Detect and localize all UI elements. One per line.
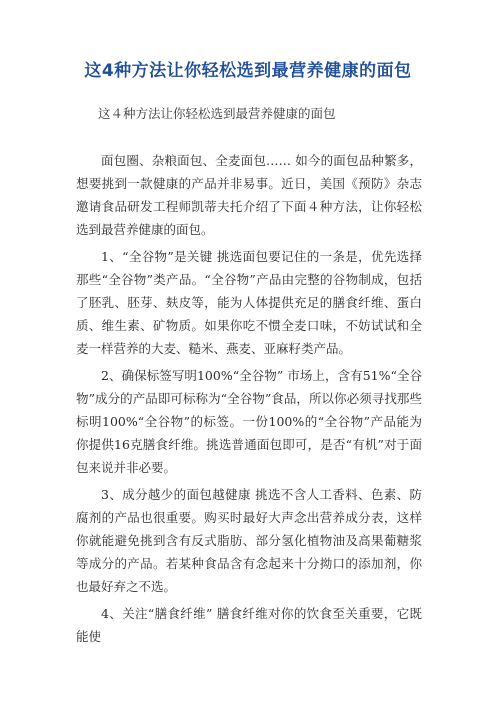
document-body xyxy=(76,149,422,652)
document-title: 这4种方法让你轻松选到最营养健康的面包 xyxy=(84,61,412,81)
intro-paragraph: 面包圈、杂粮面包、全麦面包…… 如今的面包品种繁多，想要挑到一款健康的产品并非易事。近日，美国《预防》杂志邀请食品研发工程师凯蒂夫托介绍了下面４种方法，让你轻松选到最营养健康的面包。 xyxy=(76,153,422,237)
tip-2-paragraph: 2、确保标签写明100%“全谷物” 市场上，含有51%“全谷物”成分的产品即可标称为“全谷物”食品，所以你必须寻找那些标明100%“全谷物”的标签。一份100%的“全谷物”产品能为你提供16克膳食纤维。挑选普通面包即可，是否“有机”对于面包来说并非必要。 xyxy=(76,368,422,475)
tip-1-paragraph: 1、“全谷物”是关键 挑选面包要记住的一条是，优先选择那些“全谷物”类产品。“全谷物”产品由完整的谷物制成，包括了胚乳、胚芽、麸皮等，能为人体提供充足的膳食纤维、蛋白质、维生素、矿物质。如果你吃不惯全麦口味，不妨试试和全麦一样营养的大麦、糙米、燕麦、亚麻籽类产品。 xyxy=(76,249,422,356)
document-subtitle: 这４种方法让你轻松选到最营养健康的面包 xyxy=(98,106,336,121)
tip-3-paragraph: 3、成分越少的面包越健康 挑选不含人工香料、色素、防腐剂的产品也很重要。购买时最好大声念出营养成分表，这样你就能避免挑到含有反式脂肪、部分氢化植物油及高果葡糖浆等成分的产品。若某种食品含有念起来十分拗口的添加剂，你也最好弃之不选。 xyxy=(76,487,422,594)
tip-4-paragraph: 4、关注“膳食纤维” 膳食纤维对你的饮食至关重要，它既能使 xyxy=(76,606,422,644)
